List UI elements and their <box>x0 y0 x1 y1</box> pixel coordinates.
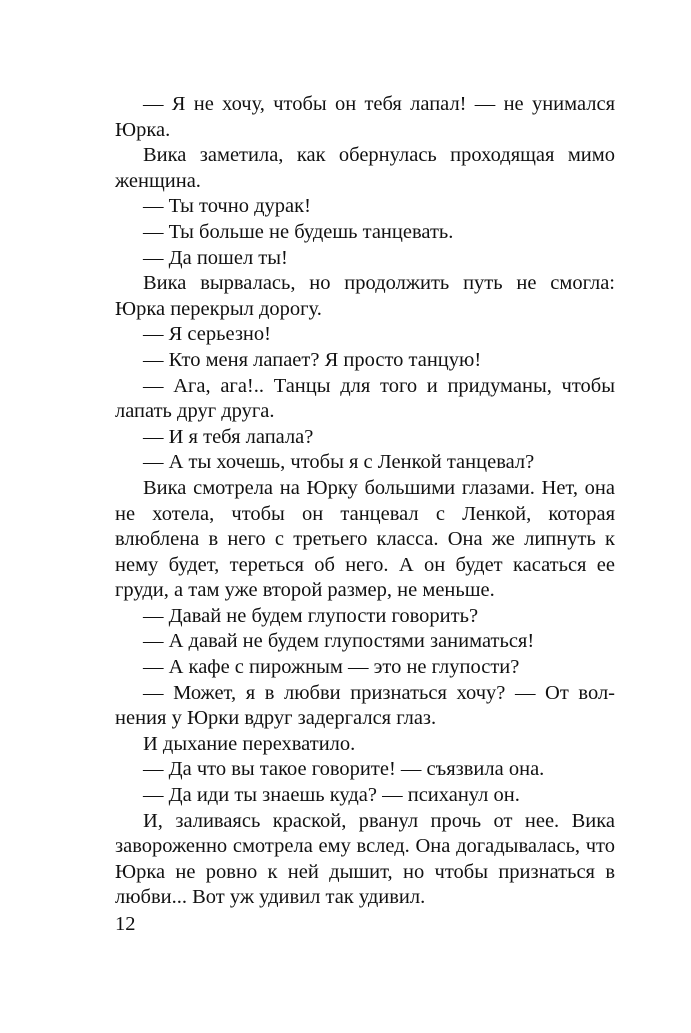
paragraph: — А ты хочешь, чтобы я с Ленкой танцевал? <box>143 451 535 474</box>
paragraph: — Да пошел ты! <box>143 246 288 269</box>
paragraph: — Ага, ага!.. Танцы для того и придуманы, чтобы лапать друг друга. <box>115 374 615 423</box>
paragraph: — Ты точно дурак! <box>143 195 311 218</box>
paragraph: — Ты больше не будешь танцевать. <box>143 220 454 243</box>
paragraph: — Я не хочу, чтобы он тебя лапал! — не унимался Юрка. <box>115 93 615 141</box>
paragraph: — Кто меня лапает? Я просто танцую! <box>143 348 482 371</box>
paragraph: — А давай не будем глупостями заниматься! <box>143 630 535 653</box>
page-number: 12 <box>115 913 136 935</box>
paragraph: — Может, я в любви признаться хочу? — От волнения у Юрки вдруг задергался глаз. <box>115 681 615 730</box>
paragraph: — И я тебя лапала? <box>143 425 314 448</box>
paragraph: И дыхание перехватило. <box>143 732 356 755</box>
paragraph: — Я серьезно! <box>143 323 271 346</box>
paragraph: Вика вырвалась, но продолжить путь не смогла: Юрка перекрыл дорогу. <box>115 272 615 320</box>
paragraph: Вика заметила, как обернулась проходящая мимо женщина. <box>115 144 615 192</box>
page-text <box>115 92 615 911</box>
paragraph: — А кафе с пирожным — это не глупости? <box>143 656 520 679</box>
paragraph: И, заливаясь краской, рванул прочь от нее. Вика завороженно смотрела ему вслед. Она догадывалась, что Юрка не ровно к ней дышит, но чтобы признаться в любви... Вот уж удивил так удивил. <box>115 809 615 909</box>
paragraph: — Да что вы такое говорите! — съязвила она. <box>143 758 545 781</box>
paragraph: — Давай не будем глупости говорить? <box>143 604 479 627</box>
paragraph: — Да иди ты знаешь куда? — психанул он. <box>143 784 520 807</box>
paragraph: Вика смотрела на Юрку большими глазами. Нет, она не хотела, чтобы он танцевал с Ленкой, которая влюблена в него с третьего класса. Она же липнуть к нему будет, тереться об него. А он будет касаться ее груди, а там уже второй размер, не меньше. <box>115 476 615 602</box>
